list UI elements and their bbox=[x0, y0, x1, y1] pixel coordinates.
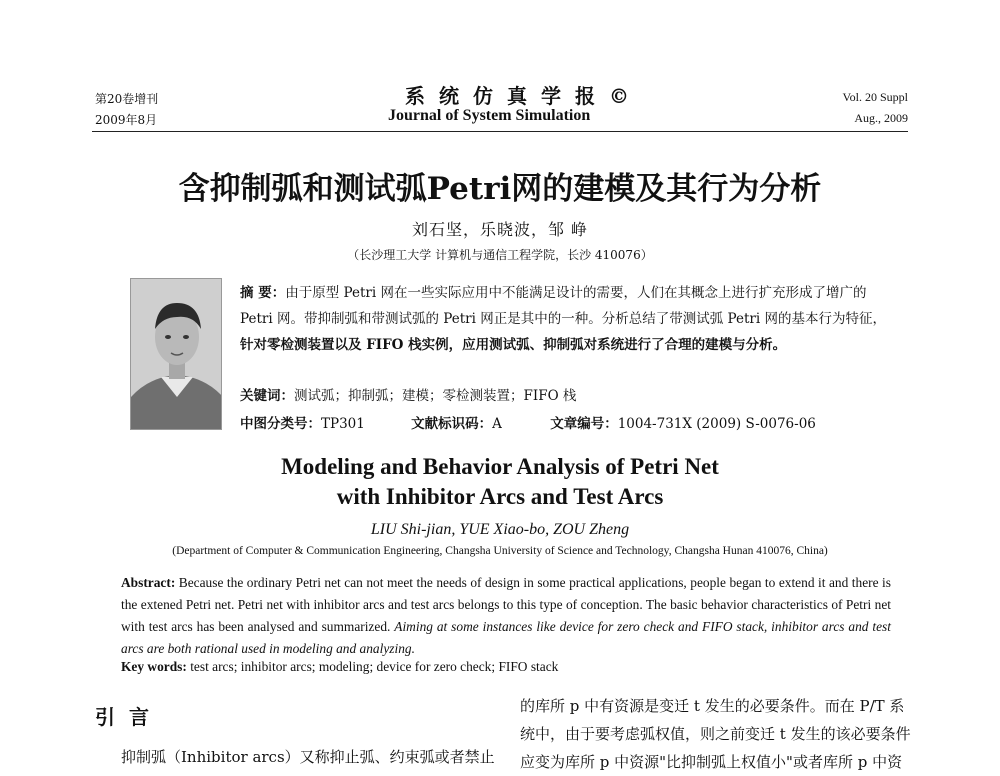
keywords-en-label: Key words: bbox=[121, 659, 187, 674]
abstract-cn-text: 由于原型 Petri 网在一些实际应用中不能满足设计的需要，人们在其概念上进行扩充形成了增广的 Petri 网。带抑制弧和带测试弧的 Petri 网正是其中的一种。分析总结了带测试弧 Petri 网的基本行为特征， bbox=[240, 285, 886, 327]
authors-cn: 刘石坚，乐晓波，邹 峥 bbox=[411, 220, 589, 239]
article-number-value: 1004-731X (2009) S-0076-06 bbox=[617, 416, 816, 432]
abstract-en-text: Because the ordinary Petri net can not meet the needs of design in some practical applications, people began to extend it and there is the extened Petri net. Petri net with inhibitor arcs and test arcs belongs to this type of conception. The basic behavior characteristics of Petri net with test arcs has been analysed and summarized. bbox=[121, 575, 891, 634]
abstract-cn-label: 摘 要： bbox=[240, 285, 286, 301]
header-rule bbox=[92, 131, 908, 132]
body-right-column bbox=[520, 692, 912, 776]
paper-title-en-line2: with Inhibitor Arcs and Test Arcs bbox=[336, 484, 664, 509]
paper-title-en-line1: Modeling and Behavior Analysis of Petri Net bbox=[281, 454, 719, 479]
journal-title-en: Journal of System Simulation bbox=[388, 107, 591, 124]
journal-title-cn: 系统仿真学报© bbox=[405, 84, 643, 108]
author-photo bbox=[130, 278, 222, 430]
abstract-en-italic-text: Aiming at some instances like device for zero check and FIFO stack, inhibitor arcs and test arcs are both rational used in modeling and analyzing. bbox=[121, 619, 891, 656]
body-right-line: 的库所 p 中有资源是变迁 t 发生的必要条件。而在 P/T 系 bbox=[520, 697, 905, 715]
publication-date: 2009年8月 bbox=[95, 113, 158, 127]
keywords-cn-label: 关键词： bbox=[240, 388, 294, 404]
doc-code-label: 文献标识码： bbox=[411, 416, 493, 432]
body-left-column-line: 抑制弧（Inhibitor arcs）又称抑止弧、约束弧或者禁止 bbox=[121, 748, 495, 766]
paper-title-cn: 含抑制弧和测试弧Petri网的建模及其行为分析 bbox=[178, 171, 822, 207]
volume-issue: 第20卷增刊 bbox=[95, 92, 159, 106]
article-number-label: 文章编号： bbox=[550, 416, 618, 432]
abstract-en bbox=[121, 572, 891, 660]
body-right-line: 应变为库所 p 中资源"比抑制弧上权值小"或者库所 p 中资 bbox=[520, 753, 903, 771]
clc-value: TP301 bbox=[321, 416, 365, 432]
keywords-cn bbox=[240, 384, 576, 404]
keywords-en bbox=[121, 659, 558, 675]
affiliation-cn: （长沙理工大学 计算机与通信工程学院，长沙 410076） bbox=[347, 248, 653, 262]
clc-label: 中图分类号： bbox=[240, 416, 321, 432]
abstract-cn bbox=[240, 280, 890, 358]
affiliation-en: (Department of Computer & Communication Engineering, Changsha University of Science and Technology, Changsha Hunan 410076, China) bbox=[172, 545, 828, 557]
classification-line bbox=[240, 412, 880, 432]
keywords-en-text: test arcs; inhibitor arcs; modeling; device for zero check; FIFO stack bbox=[190, 659, 559, 674]
abstract-cn-bold-text: 针对零检测装置以及 FIFO 栈实例，应用测试弧、抑制弧对系统进行了合理的建模与分析。 bbox=[240, 337, 787, 353]
volume-en: Vol. 20 Suppl bbox=[842, 90, 908, 104]
date-en: Aug., 2009 bbox=[854, 111, 908, 125]
body-right-line: 统中，由于要考虑弧权值，则之前变迁 t 发生的该必要条件 bbox=[520, 725, 911, 743]
abstract-en-label: Abstract: bbox=[121, 575, 176, 590]
doc-code-value: A bbox=[492, 416, 502, 432]
keywords-cn-text: 测试弧；抑制弧；建模；零检测装置；FIFO 栈 bbox=[294, 388, 577, 404]
author-portrait-image bbox=[131, 279, 222, 430]
authors-en: LIU Shi-jian, YUE Xiao-bo, ZOU Zheng bbox=[370, 521, 630, 538]
section-heading-introduction: 引言 bbox=[95, 705, 163, 729]
